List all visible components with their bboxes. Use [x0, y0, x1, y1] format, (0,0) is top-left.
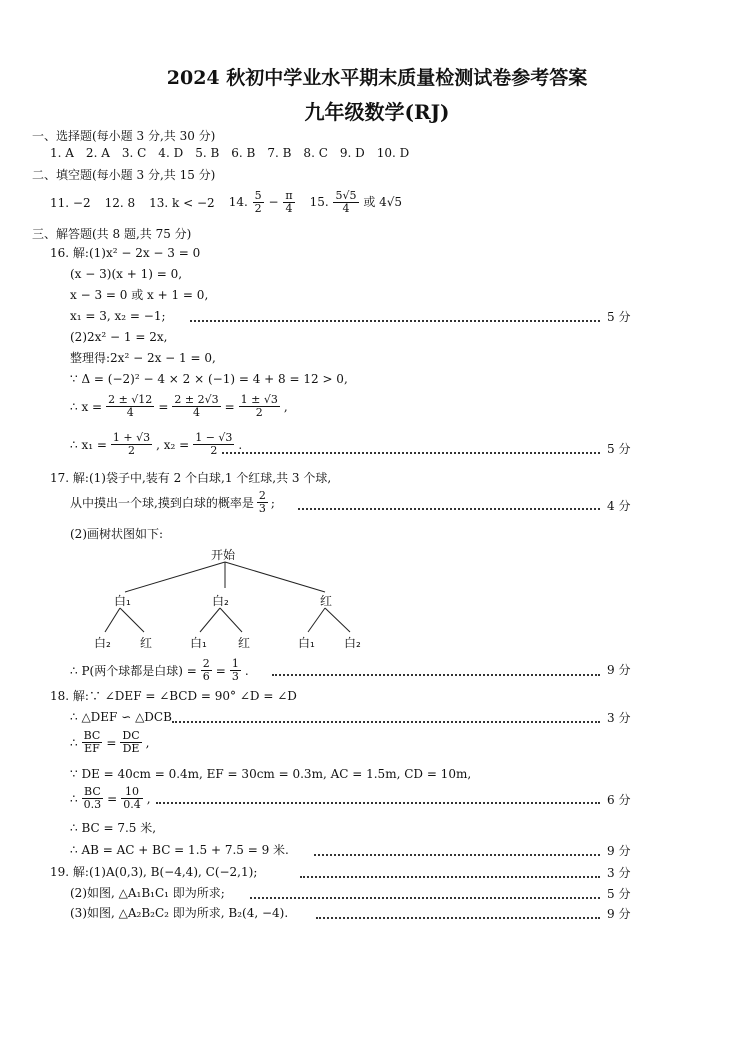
fraction: $\frac{1 \pm √3}{2}$ — [240, 393, 278, 419]
score: 6 分 — [607, 793, 631, 807]
page-subtitle: 九年级数学(RJ) — [304, 100, 450, 124]
fraction: $\frac{\pi}{4}$ — [285, 189, 293, 215]
fraction: $\frac{5√5}{4}$ — [335, 189, 357, 215]
answer-14: 14. $\frac{5}{2}$ − $\frac{\pi}{4}$ — [228, 189, 293, 215]
q16-line-6: 整理得:2x² − 2x − 1 = 0, — [70, 351, 216, 365]
q16-line-7: ∵ Δ = (−2)² − 4 × 2 × (−1) = 4 + 8 = 12 > 0, — [70, 372, 348, 386]
tree-node-l2: 红 — [238, 636, 251, 650]
score: 4 分 — [607, 499, 631, 513]
page-title: 2024 秋初中学业水平期末质量检测试卷参考答案 — [166, 67, 588, 89]
score: 5 分 — [607, 887, 631, 901]
section-solve-heading: 三、解答题(共 8 题,共 75 分) — [32, 227, 192, 241]
q18-line-2: ∴ △DEF ∽ △DCB — [70, 710, 172, 724]
q16-line-8: ∴ x = $\frac{2 \pm √12}{4}$ = $\frac{2 \pm 2√3}{4}$ = $\frac{1 \pm √3}{2}$ , — [70, 393, 288, 419]
q16-line-3: x − 3 = 0 或 x + 1 = 0, — [70, 288, 209, 302]
fraction: $\frac{10}{0.4}$ — [123, 785, 141, 811]
score: 5 分 — [607, 442, 631, 456]
q17-line-1: 17. 解:(1)袋子中,装有 2 个白球,1 个红球,共 3 个球, — [50, 471, 332, 485]
fraction: $\frac{2}{6}$ — [202, 657, 210, 683]
score: 3 分 — [607, 866, 631, 880]
q17-line-3: (2)画树状图如下: — [70, 527, 164, 541]
fill-answers — [50, 190, 402, 215]
q18-line-4: ∵ DE = 40cm = 0.4m, EF = 30cm = 0.3m, AC = 1.5m, CD = 10m, — [70, 767, 472, 781]
q16-line-9: ∴ x₁ = $\frac{1 + √3}{2}$ , x₂ = $\frac{1 - √3}{2}$ . — [70, 431, 243, 457]
fraction: $\frac{DC}{DE}$ — [122, 729, 140, 755]
q19-line-1: 19. 解:(1)A(0,3), B(−4,4), C(−2,1); — [50, 865, 258, 879]
tree-node-l2: 白₁ — [190, 636, 207, 650]
q18-line-5: ∴ $\frac{BC}{0.3}$ = $\frac{10}{0.4}$ , — [70, 785, 151, 811]
fraction: $\frac{2}{3}$ — [258, 489, 266, 515]
choice-answers: 1. A 2. A 3. C 4. D 5. B 6. B 7. B 8. C 9. D 10. D — [50, 146, 410, 160]
dotted-leader — [190, 320, 600, 322]
q16-line-5: (2)2x² − 1 = 2x, — [70, 330, 168, 344]
dotted-leader — [300, 876, 600, 878]
fraction: $\frac{BC}{EF}$ — [83, 729, 101, 755]
tree-node-l1: 白₁ — [114, 594, 131, 608]
dotted-leader — [172, 721, 600, 723]
score: 9 分 — [607, 907, 631, 921]
q18-line-7: ∴ AB = AC + BC = 1.5 + 7.5 = 9 米. — [70, 843, 289, 857]
dotted-leader — [250, 897, 600, 899]
q18-line-3: ∴ $\frac{BC}{EF}$ = $\frac{DC}{DE}$ , — [70, 729, 150, 755]
fraction: $\frac{1 - √3}{2}$ — [195, 431, 233, 457]
tree-node-l2: 白₂ — [94, 636, 111, 650]
fraction: $\frac{1}{3}$ — [231, 657, 239, 683]
tree-node-l2: 白₁ — [298, 636, 315, 650]
section-choice-heading: 一、选择题(每小题 3 分,共 30 分) — [32, 129, 216, 143]
q16-line-1: 16. 解:(1)x² − 2x − 3 = 0 — [50, 246, 201, 260]
dotted-leader — [314, 854, 600, 856]
dotted-leader — [298, 508, 600, 510]
q18-line-6: ∴ BC = 7.5 米, — [70, 821, 157, 835]
answer-15: 15. $\frac{5√5}{4}$ 或 4√5 — [309, 189, 403, 215]
q17-line-4: ∴ P(两个球都是白球) = $\frac{2}{6}$ = $\frac{1}{3}$ . — [70, 657, 249, 683]
answer-12: 12. 8 — [104, 195, 136, 210]
tree-root: 开始 — [211, 548, 236, 562]
fraction: $\frac{1 + √3}{2}$ — [112, 431, 151, 457]
fraction: $\frac{BC}{0.3}$ — [83, 785, 102, 811]
score: 9 分 — [607, 844, 631, 858]
tree-diagram — [80, 540, 370, 660]
answer-11: 11. −2 — [50, 195, 91, 210]
tree-node-l1: 红 — [320, 594, 333, 608]
tree-node-l2: 红 — [140, 636, 153, 650]
score: 9 分 — [607, 663, 631, 677]
dotted-leader — [316, 917, 600, 919]
dotted-leader — [272, 674, 600, 676]
q19-line-3: (3)如图, △A₂B₂C₂ 即为所求, B₂(4, −4). — [70, 906, 289, 920]
score: 5 分 — [607, 310, 631, 324]
q16-line-4: x₁ = 3, x₂ = −1; — [70, 309, 166, 323]
dotted-leader — [222, 452, 600, 454]
section-fill-heading: 二、填空题(每小题 3 分,共 15 分) — [32, 168, 216, 182]
answer-13: 13. k < −2 — [149, 195, 215, 210]
fraction: $\frac{2 \pm √12}{4}$ — [108, 393, 153, 419]
tree-node-l2: 白₂ — [344, 636, 361, 650]
fraction: $\frac{2 \pm 2√3}{4}$ — [174, 393, 219, 419]
q18-line-1: 18. 解:∵ ∠DEF = ∠BCD = 90° ∠D = ∠D — [50, 689, 297, 703]
q16-line-2: (x − 3)(x + 1) = 0, — [70, 267, 183, 281]
dotted-leader — [156, 802, 600, 804]
q19-line-2: (2)如图, △A₁B₁C₁ 即为所求; — [70, 886, 225, 900]
tree-node-l1: 白₂ — [212, 594, 229, 608]
score: 3 分 — [607, 711, 631, 725]
q17-line-2: 从中摸出一个球,摸到白球的概率是 $\frac{2}{3}$ ; — [70, 489, 275, 515]
fraction: $\frac{5}{2}$ — [254, 189, 262, 215]
